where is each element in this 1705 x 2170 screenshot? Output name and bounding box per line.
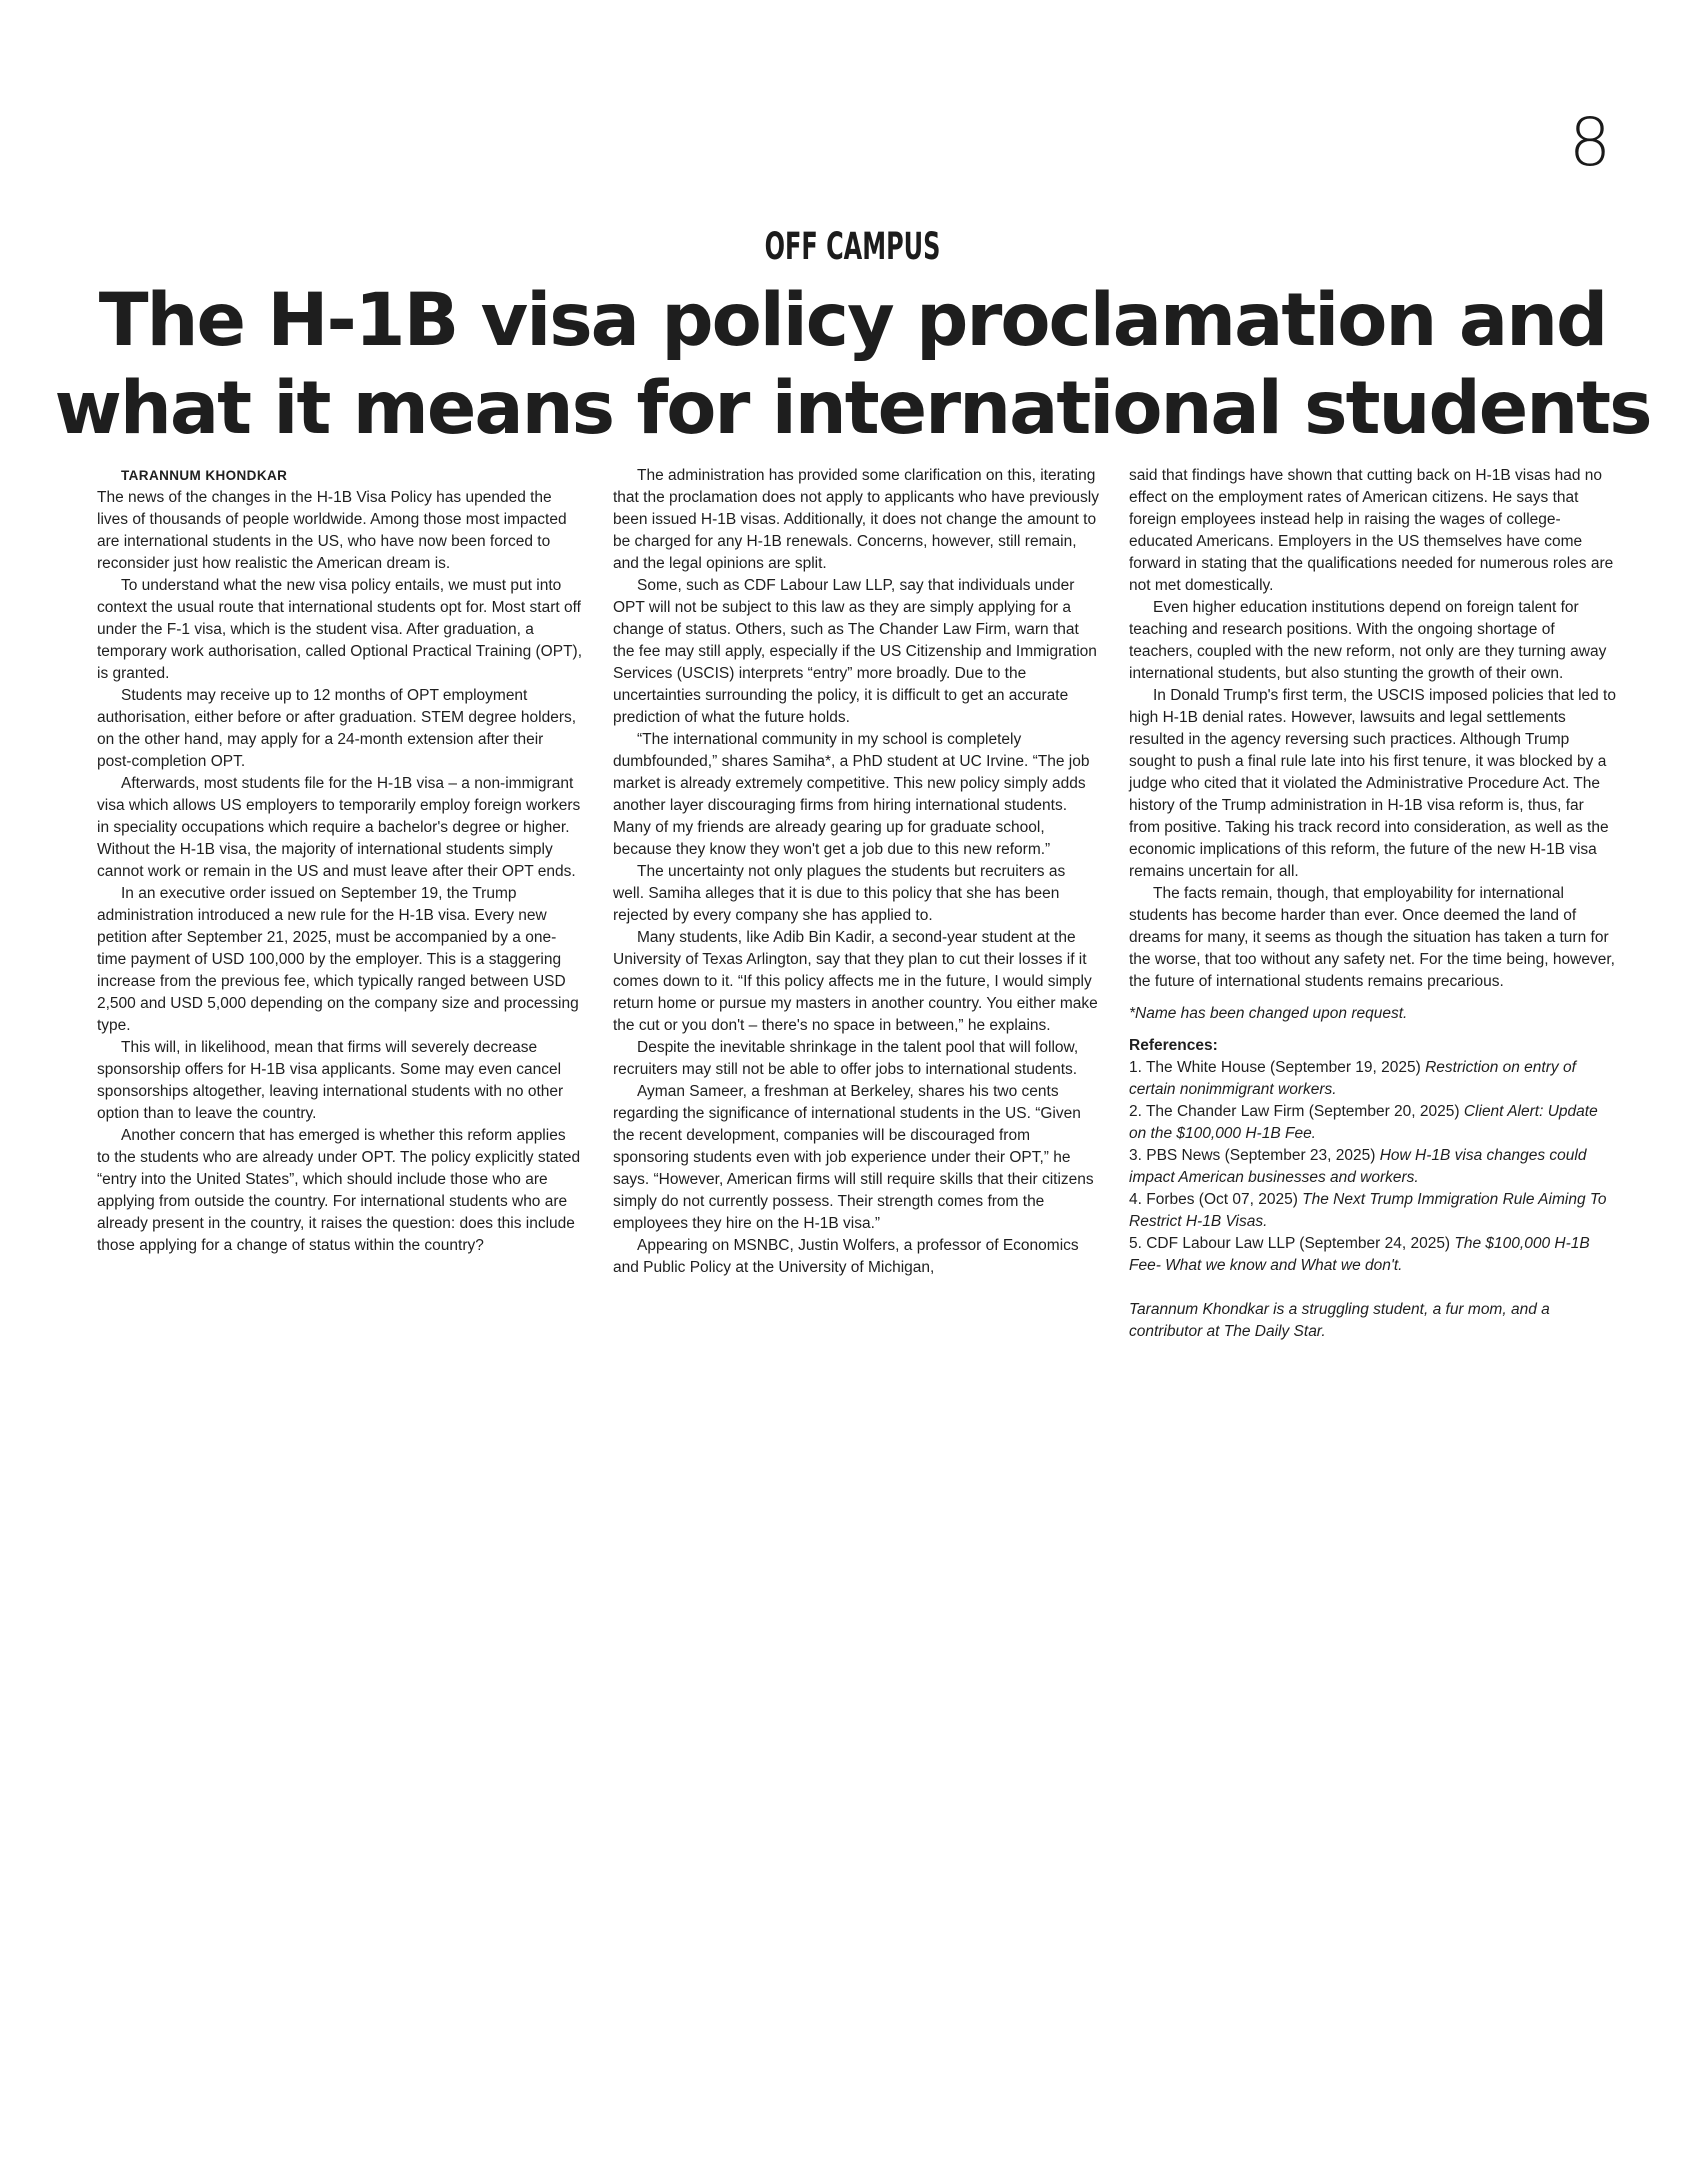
paragraph: said that findings have shown that cutting back on H-1B visas had no effect on the employment rates of American citizens. He says that foreign employees instead help in raising the wages of college-educated Americans. Employers in the US themselves have come forward in stating that the qualifications needed for numerous roles are not met domestically. (1129, 467, 1614, 594)
reference-item (1129, 1057, 1619, 1101)
headline-line-2: what it means for international students (54, 366, 1651, 451)
author-bio: Tarannum Khondkar is a struggling student, a fur mom, and a contributor at The Daily Star. (1129, 1301, 1550, 1340)
reference-title: The $100,000 H-1B Fee- What we know and What we don't. (1129, 1235, 1590, 1274)
page-number: 8 (1569, 104, 1611, 181)
paragraph: Another concern that has emerged is whether this reform applies to the students who are already under OPT. The policy explicitly stated “entry into the United States”, which should include those who are applying from outside the country. For international students who are already present in the country, it raises the question: does this include those applying for a change of status within the country? (97, 1127, 581, 1254)
reference-source: 5. CDF Labour Law LLP (September 24, 2025) (1129, 1235, 1455, 1252)
footnote: *Name has been changed upon request. (1129, 1005, 1408, 1022)
headline-line-1: The H-1B visa policy proclamation and (98, 278, 1607, 363)
reference-title: Restriction on entry of certain nonimmigrant workers. (1129, 1059, 1576, 1098)
paragraph: The facts remain, though, that employability for international students has become harder than ever. Once deemed the land of dreams for many, it seems as though the situation has taken a turn for the worse, that too without any safety net. For the time being, however, the future of international students remains precarious. (1129, 885, 1615, 990)
paragraph: Even higher education institutions depend on foreign talent for teaching and research positions. With the ongoing shortage of teachers, coupled with the new reform, not only are they turning away international students, but also stunting the growth of their own. (1129, 599, 1607, 682)
reference-source: 2. The Chander Law Firm (September 20, 2025) (1129, 1103, 1464, 1120)
reference-item (1129, 1233, 1619, 1277)
paragraph: Appearing on MSNBC, Justin Wolfers, a professor of Economics and Public Policy at the University of Michigan, (613, 1237, 1079, 1276)
paragraph: In Donald Trump's first term, the USCIS imposed policies that led to high H-1B denial rates. However, lawsuits and legal settlements resulted in the agency reversing such practices. Although Trump sought to push a final rule late into his first tenure, it was blocked by a judge who cited that it violated the Administrative Procedure Act. The history of the Trump administration in H-1B visa reform is, thus, far from positive. Taking his track record into consideration, as well as the economic implications of this reform, the future of the new H-1B visa remains uncertain for all. (1129, 687, 1616, 880)
article-column-2 (613, 465, 1100, 1279)
paragraph: This will, in likelihood, mean that firms will severely decrease sponsorship offers for H-1B visa applicants. Some may even cancel sponsorships altogether, leaving international students with no other option than to leave the country. (97, 1039, 564, 1122)
paragraph: To understand what the new visa policy entails, we must put into context the usual route that international students opt for. Most start off under the F-1 visa, which is the student visa. After graduation, a temporary work authorisation, called Optional Practical Training (OPT), is granted. (97, 577, 583, 682)
article-column-1 (97, 465, 582, 1257)
paragraph: Many students, like Adib Bin Kadir, a second-year student at the University of Texas Arlington, say that they plan to cut their losses if it comes down to it. “If this policy affects me in the future, I would simply return home or pursue my masters in another country. You either make the cut or you don't – there's no space in between,” he explains. (613, 929, 1098, 1034)
paragraph: Some, such as CDF Labour Law LLP, say that individuals under OPT will not be subject to this law as they are simply applying for a change of status. Others, such as The Chander Law Firm, warn that the fee may still apply, especially if the US Citizenship and Immigration Services (USCIS) interprets “entry” more broadly. Due to the uncertainties surrounding the policy, it is difficult to get an accurate prediction of what the future holds. (613, 577, 1097, 726)
reference-item (1129, 1145, 1619, 1189)
paragraph: In an executive order issued on September 19, the Trump administration introduced a new rule for the H-1B visa. Every new petition after September 21, 2025, must be accompanied by a one-time payment of USD 100,000 by the employer. This is a staggering increase from the previous fee, which typically ranged between USD 2,500 and USD 5,000 depending on the company size and processing type. (97, 885, 579, 1034)
reference-title: How H-1B visa changes could impact American businesses and workers. (1129, 1147, 1587, 1186)
paragraph: Despite the inevitable shrinkage in the talent pool that will follow, recruiters may still not be able to offer jobs to international students. (613, 1039, 1079, 1078)
reference-title: The Next Trump Immigration Rule Aiming To Restrict H-1B Visas. (1129, 1191, 1607, 1230)
paragraph: “The international community in my school is completely dumbfounded,” shares Samiha*, a PhD student at UC Irvine. “The job market is already extremely competitive. This new policy simply adds another layer discouraging firms from hiring international students. Many of my friends are already gearing up for graduate school, because they know they won't get a job due to this new reform.” (613, 731, 1090, 858)
paragraph: The uncertainty not only plagues the students but recruiters as well. Samiha alleges that it is due to this policy that she has been rejected by every company she has applied to. (613, 863, 1066, 924)
paragraph: Afterwards, most students file for the H-1B visa – a non-immigrant visa which allows US employers to temporarily employ foreign workers in speciality occupations which require a bachelor's degree or higher. Without the H-1B visa, the majority of international students simply cannot work or remain in the US and must leave after their OPT ends. (97, 775, 581, 880)
reference-source: 4. Forbes (Oct 07, 2025) (1129, 1191, 1303, 1208)
paragraph: Students may receive up to 12 months of OPT employment authorisation, either before or after graduation. STEM degree holders, on the other hand, may apply for a 24-month extension after their post-completion OPT. (97, 687, 577, 770)
paragraph: The administration has provided some clarification on this, iterating that the proclamation does not apply to applicants who have previously been issued H-1B visas. Additionally, it does not change the amount to be charged for any H-1B renewals. Concerns, however, still remain, and the legal opinions are split. (613, 467, 1099, 572)
paragraph: The news of the changes in the H-1B Visa Policy has upended the lives of thousands of people worldwide. Among those most impacted are international students in the US, who have now been forced to reconsider just how realistic the American dream is. (97, 489, 567, 572)
headline (0, 277, 1705, 453)
paragraph: Ayman Sameer, a freshman at Berkeley, shares his two cents regarding the significance of international students in the US. “Given the recent development, companies will be discouraged from sponsoring students even with job experience under their OPT,” he says. “However, American firms will still require skills that their citizens simply do not currently possess. Their strength comes from the employees they hire on the H-1B visa.” (613, 1083, 1094, 1232)
references-heading: References: (1129, 1037, 1218, 1054)
article-column-3 (1129, 465, 1619, 1343)
reference-source: 3. PBS News (September 23, 2025) (1129, 1147, 1380, 1164)
byline: TARANNUM KHONDKAR (121, 468, 288, 483)
reference-source: 1. The White House (September 19, 2025) (1129, 1059, 1426, 1076)
reference-title: Client Alert: Update on the $100,000 H-1B Fee. (1129, 1103, 1598, 1142)
reference-item (1129, 1101, 1619, 1145)
reference-item (1129, 1189, 1619, 1233)
section-label: OFF CAMPUS (764, 225, 941, 268)
